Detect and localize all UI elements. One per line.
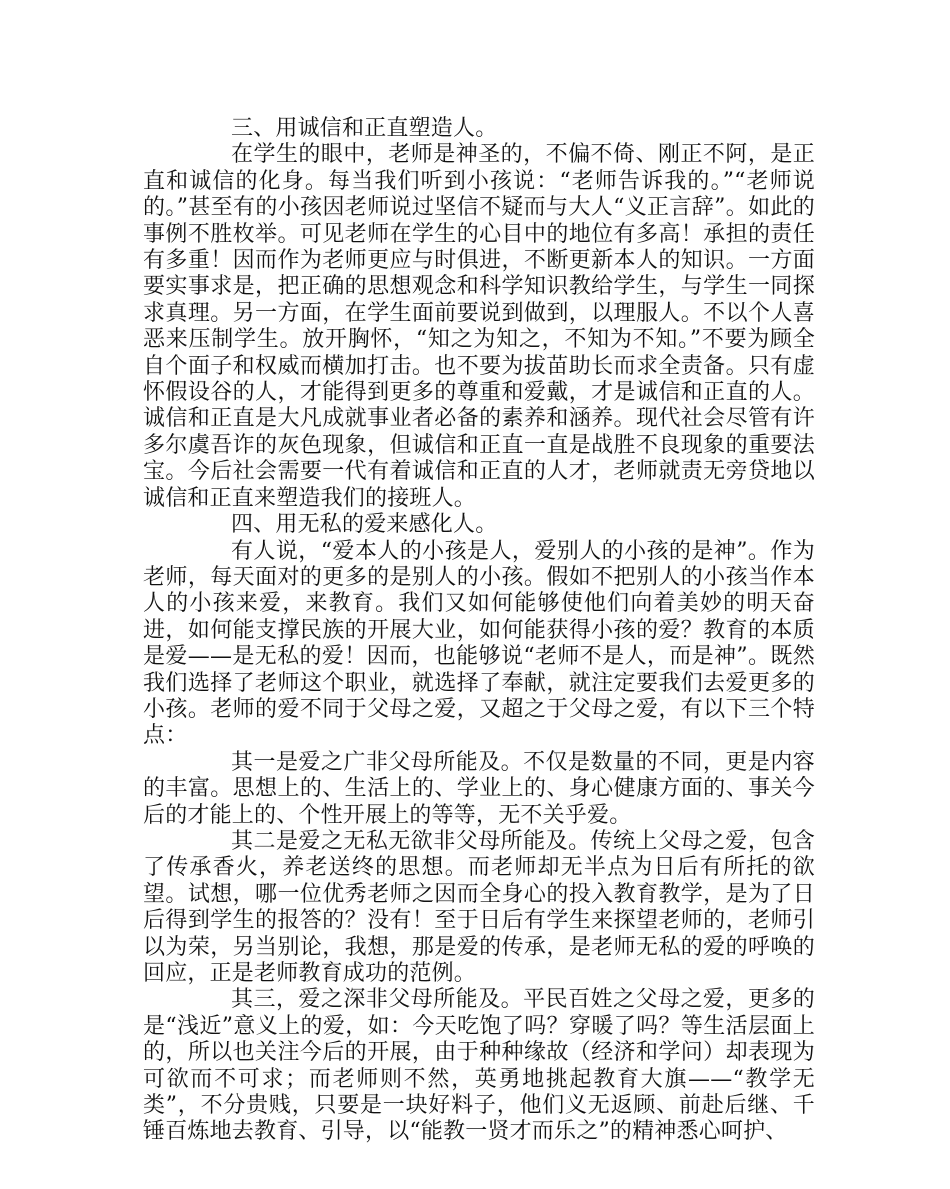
paragraph-integrity-body: 在学生的眼中，老师是神圣的，不偏不倚、刚正不阿，是正直和诚信的化身。每当我们听到小孩说：“老师告诉我的。”“老师说的。”甚至有的小孩因老师说过坚信不疑而与大人“义正言辞”。如此的事例不胜枚举。可见老师在学生的心目中的地位有多高！承担的责任有多重！因而作为老师更应与时俱进，不断更新本人的知识。一方面要实事求是，把正确的思想观念和科学知识教给学生，与学生一同探求真理。另一方面，在学生面前要说到做到，以理服人。不以个人喜恶来压制学生。放开胸怀，“知之为知之，不知为不知。”不要为顾全自个面子和权威而横加打击。也不要为拔苗助长而求全责备。只有虚怀假设谷的人，才能得到更多的尊重和爱戴，才是诚信和正直的人。诚信和正直是大凡成就事业者必备的素养和涵养。现代社会尽管有许多尔虞吾诈的灰色现象，但诚信和正直一直是战胜不良现象的重要法宝。今后社会需要一代有着诚信和正直的人才，老师就责无旁贷地以诚信和正直来塑造我们的接班人。 <box>143 142 815 511</box>
section-heading-selfless-love: 四、用无私的爱来感化人。 <box>231 512 498 538</box>
paragraph-point-one: 其一是爱之广非父母所能及。不仅是数量的不同，更是内容的丰富。思想上的、生活上的、学业上的、身心健康方面的、事关今后的才能上的、个性开展上的等等，无不关乎爱。 <box>143 749 815 828</box>
document-body <box>143 116 815 1146</box>
paragraph-point-three: 其三，爱之深非父母所能及。平民百姓之父母之爱，更多的是“浅近”意义上的爱，如：今天吃饱了吗？穿暖了吗？等生活层面上的，所以也关注今后的开展，由于种种缘故（经济和学问）却表现为可欲而不可求；而老师则不然，英勇地挑起教育大旗——“教学无类”，不分贵贱，只要是一块好料子，他们义无返顾、前赴后继、千锤百炼地去教育、引导，以“能教一贤才而乐之”的精神悉心呵护、 <box>143 987 815 1145</box>
section-heading-integrity: 三、用诚信和正直塑造人。 <box>231 116 498 141</box>
paragraph-point-two: 其二是爱之无私无欲非父母所能及。传统上父母之爱，包含了传承香火，养老送终的思想。而老师却无半点为日后有所托的欲望。试想，哪一位优秀老师之因而全身心的投入教育教学，是为了日后得到学生的报答的？没有！至于日后有学生来探望老师的，老师引以为荣，另当别论，我想，那是爱的传承，是老师无私的爱的呼唤的回应，正是老师教育成功的范例。 <box>143 828 815 986</box>
paragraph-selfless-love-intro: 有人说，“爱本人的小孩是人，爱别人的小孩的是神”。作为老师，每天面对的更多的是别人的小孩。假如不把别人的小孩当作本人的小孩来爱，来教育。我们又如何能够使他们向着美妙的明天奋进，如何能支撑民族的开展大业，如何能获得小孩的爱？教育的本质是爱——是无私的爱！因而，也能够说“老师不是人，而是神”。既然我们选择了老师这个职业，就选择了奉献，就注定要我们去爱更多的小孩。老师的爱不同于父母之爱，又超之于父母之爱，有以下三个特点： <box>143 538 815 749</box>
